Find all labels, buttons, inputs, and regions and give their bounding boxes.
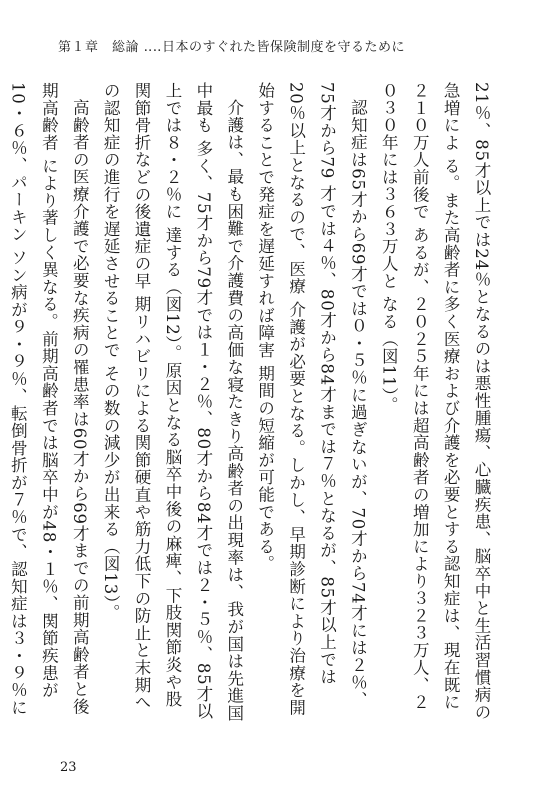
paragraph: 認知症は65才から69才では０・５％に過ぎないが、70才から74才には２％、75才から79 才では４％、80才から84才までは７％となるが、85才以上では20％以上となるので、医療 介護が必要となる。しかし、早期診断により治療を開始することで発症を遅延すれば障害 期間の短縮が可能である。: [255, 82, 368, 717]
page-number: 23: [60, 760, 77, 775]
paragraph: 高齢者の医療介護で必要な疾病の罹患率は60才から69才までの前期高齢者と後期高齢者 により著しく異なる。前期高齢者では脳卒中が48・１％、関節疾患が10・６％、パーキン ソン病が９・９％、転倒骨折が７％で、認知症は３・９％に: [8, 82, 90, 717]
paragraph: 介護は、最も困難で介護費の高価な寝たきり高齢者の出現率は、我が国は先進国中最も 多く、75才から79才では１・２％、80才から84才では２・５％、85才以上では８・２％に 達する（図12）。原因となる脳卒中後の麻痺、下肢関節炎や股関節骨折などの後遺症の早 期リハビリによる関節硬直や筋力低下の防止と末期への認知症の進行を遅延させることで その数の減少が出来る（図13）。: [101, 82, 244, 722]
body-text: [8, 82, 496, 722]
paragraph: 21％、85才以上では24％となるのは悪性腫瘍、心臓疾患、脳卒中と生活習慣病の急増によ る。また高齢者に多く医療および介護を必要とする認知症は、現在既に２１０万人前後で あるが、２０２５年には超高齢者の増加により３２３万人、２０３０年には３６３万人と なる（図11）。: [379, 82, 491, 721]
running-title: 第１章 総論 ‥‥日本のすぐれた皆保険制度を守るために: [58, 40, 405, 55]
